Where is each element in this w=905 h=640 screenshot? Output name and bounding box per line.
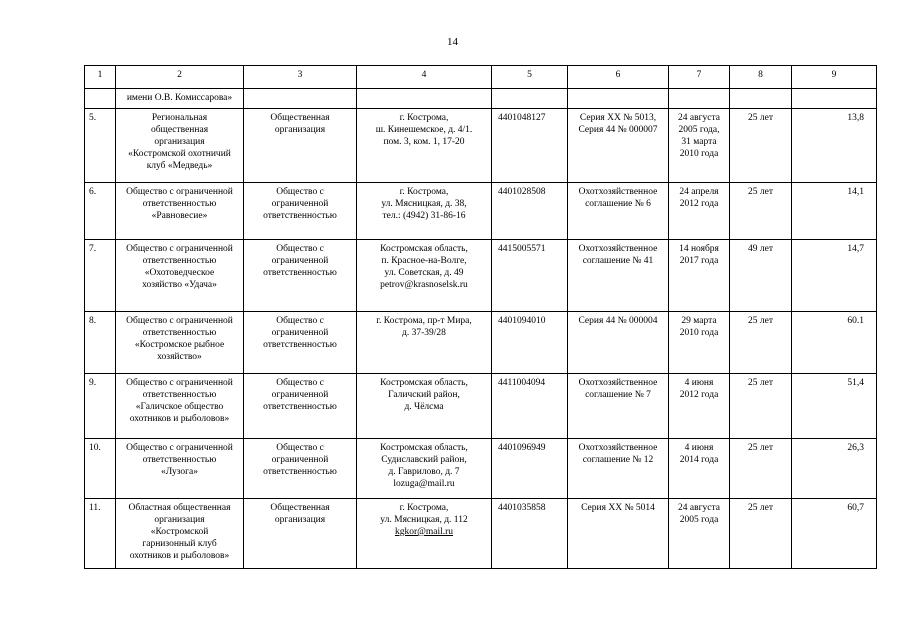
cell-line: ответственностью [142, 390, 217, 400]
column-header: 6 [568, 66, 669, 89]
cell-line: клуб «Медведь» [146, 161, 213, 171]
cell-line: Охотхозяйственное [578, 187, 658, 197]
table-row [85, 109, 877, 183]
cell-line: «Костромской охотничий [128, 149, 231, 159]
cell-date [669, 439, 730, 499]
table-body [85, 66, 877, 569]
cell-line: организация [154, 515, 205, 525]
cell-line: организация [154, 137, 205, 147]
continuation-row [85, 89, 877, 109]
cell-line: 4 июня [684, 378, 714, 388]
cell-form [244, 312, 357, 374]
cell-number: 8. [85, 312, 116, 374]
cell-line: Общество с [276, 443, 324, 453]
cell-line: ограниченной [271, 455, 329, 465]
cell-line: 31 марта [681, 137, 717, 147]
cell-line: г. Кострома, [399, 503, 449, 513]
cell-document [568, 499, 669, 569]
cell-area: 14,7 [792, 240, 877, 312]
cell-line: Костромская область, [380, 378, 468, 388]
column-header: 2 [116, 66, 244, 89]
cell-form [244, 240, 357, 312]
column-header: 9 [792, 66, 877, 89]
cell-line: Общество с ограниченной [126, 443, 233, 453]
cell-line: д. 37-39/28 [402, 328, 446, 338]
cell-document [568, 240, 669, 312]
cell-line: 2012 года [679, 199, 719, 209]
cell-line: Общество с [276, 244, 324, 254]
cell-line: охотников и рыболовов» [129, 551, 230, 561]
cell-date [669, 109, 730, 183]
cell-line: 14 ноября [679, 244, 719, 254]
cell-line: соглашение № 41 [582, 256, 654, 266]
cell-line: пом. 3, ком. 1, 17-20 [383, 137, 465, 147]
hunting-registry-table [84, 65, 877, 569]
cell-area: 26,3 [792, 439, 877, 499]
column-header: 4 [357, 66, 492, 89]
cell-form [244, 89, 357, 109]
cell-line: ответственностью [263, 268, 337, 278]
cell-number: 7. [85, 240, 116, 312]
cell-term: 25 лет [730, 109, 792, 183]
cell-line: ограниченной [271, 256, 329, 266]
cell-address [357, 439, 492, 499]
cell-line: д. Гаврилово, д. 7 [388, 467, 460, 477]
cell-line: 24 апреля [679, 187, 719, 197]
cell-line: ограниченной [271, 199, 329, 209]
cell-address [357, 109, 492, 183]
cell-form [244, 374, 357, 439]
cell-term: 25 лет [730, 312, 792, 374]
cell-line: Общество с ограниченной [126, 244, 233, 254]
cell-line: соглашение № 12 [582, 455, 654, 465]
cell-name [116, 439, 244, 499]
cell-name [116, 312, 244, 374]
cell-address [357, 183, 492, 240]
cell-line: г. Кострома, пр-т Мира, [376, 316, 472, 326]
cell-number: 5. [85, 109, 116, 183]
cell-line: Охотхозяйственное [578, 443, 658, 453]
cell-number [85, 89, 116, 109]
cell-document [568, 312, 669, 374]
cell-term [730, 89, 792, 109]
cell-document [568, 183, 669, 240]
cell-address [357, 89, 492, 109]
cell-name [116, 183, 244, 240]
cell-name [116, 499, 244, 569]
cell-line: ш. Кинешемское, д. 4/1. [375, 125, 473, 135]
cell-line: общественная [150, 125, 209, 135]
table-row [85, 240, 877, 312]
cell-line: соглашение № 7 [585, 390, 651, 400]
cell-line: «Равновесие» [151, 211, 208, 221]
cell-term: 25 лет [730, 499, 792, 569]
cell-line: 2017 года [679, 256, 719, 266]
cell-inn: 4411004094 [492, 374, 568, 439]
cell-line: lozuga@mail.ru [393, 479, 455, 489]
column-header: 7 [669, 66, 730, 89]
cell-document [568, 374, 669, 439]
cell-number: 11. [85, 499, 116, 569]
cell-line: 2005 года, [678, 125, 720, 135]
cell-date [669, 183, 730, 240]
cell-line: Общество с [276, 187, 324, 197]
cell-line: ответственностью [142, 455, 217, 465]
cell-line: «Охотоведческое [144, 268, 215, 278]
cell-line: хозяйство» [157, 352, 202, 362]
cell-line: ответственностью [263, 211, 337, 221]
table-row [85, 439, 877, 499]
email-link[interactable]: kgkor@mail.ru [394, 527, 454, 537]
cell-number: 10. [85, 439, 116, 499]
column-header: 5 [492, 66, 568, 89]
cell-line: ответственностью [263, 340, 337, 350]
cell-line: организация [274, 515, 326, 525]
cell-area: 60,7 [792, 499, 877, 569]
cell-term: 25 лет [730, 439, 792, 499]
cell-line: ответственностью [142, 256, 217, 266]
cell-line: г. Кострома, [399, 187, 449, 197]
cell-line: д. Чёлсма [404, 402, 444, 412]
cell-number: 9. [85, 374, 116, 439]
cell-line: Серия ХХ № 5014 [581, 503, 655, 513]
cell-line: Серия 44 № 000007 [578, 125, 658, 135]
cell-line: Охотхозяйственное [578, 244, 658, 254]
cell-line: ответственностью [263, 467, 337, 477]
cell-date [669, 499, 730, 569]
table-row [85, 312, 877, 374]
cell-line: ул. Мясницкая, д. 38, [381, 199, 467, 209]
page-number: 14 [447, 36, 458, 48]
column-number-row [85, 66, 877, 89]
cell-inn: 4401028508 [492, 183, 568, 240]
column-header: 1 [85, 66, 116, 89]
cell-term: 49 лет [730, 240, 792, 312]
cell-line: 4 июня [684, 443, 714, 453]
cell-line: ул. Советская, д. 49 [384, 268, 464, 278]
cell-document [568, 439, 669, 499]
cell-line: 2012 года [679, 390, 719, 400]
cell-term: 25 лет [730, 183, 792, 240]
cell-area: 14,1 [792, 183, 877, 240]
cell-line: имени О.В. Комиссарова» [126, 93, 233, 103]
cell-address [357, 312, 492, 374]
cell-line: тел.: (4942) 31-86-16 [382, 211, 466, 221]
cell-inn: 4401048127 [492, 109, 568, 183]
cell-line: ответственностью [263, 402, 337, 412]
cell-line: «Костромское рыбное [134, 340, 225, 350]
cell-area: 60.1 [792, 312, 877, 374]
cell-line: Серия ХХ № 5013, [579, 113, 657, 123]
cell-form [244, 499, 357, 569]
cell-document [568, 109, 669, 183]
cell-line: ответственностью [142, 328, 217, 338]
cell-line: Региональная [151, 113, 208, 123]
cell-line: ограниченной [271, 328, 329, 338]
cell-line: Общество с ограниченной [126, 378, 233, 388]
cell-date [669, 312, 730, 374]
cell-number: 6. [85, 183, 116, 240]
cell-line: Охотхозяйственное [578, 378, 658, 388]
column-header: 3 [244, 66, 357, 89]
table-row [85, 374, 877, 439]
cell-name [116, 374, 244, 439]
cell-area [792, 89, 877, 109]
cell-date [669, 89, 730, 109]
cell-address [357, 499, 492, 569]
cell-name [116, 109, 244, 183]
cell-line: ул. Мясницкая, д. 112 [380, 515, 468, 525]
cell-name [116, 89, 244, 109]
cell-line: ограниченной [271, 390, 329, 400]
column-header: 8 [730, 66, 792, 89]
cell-line: «Костромской [150, 527, 209, 537]
cell-document [568, 89, 669, 109]
cell-line: «Лузога» [160, 467, 199, 477]
cell-inn: 4401094010 [492, 312, 568, 374]
cell-form [244, 109, 357, 183]
cell-line: Общественная [270, 503, 330, 513]
cell-line: Общество с ограниченной [126, 187, 233, 197]
cell-line: 29 марта [681, 316, 717, 326]
cell-line: г. Кострома, [399, 113, 449, 123]
cell-line: Общество с [276, 316, 324, 326]
cell-line: petrov@krasnoselsk.ru [380, 280, 468, 290]
cell-inn: 4415005571 [492, 240, 568, 312]
table-row [85, 183, 877, 240]
cell-line: «Галичское общество [135, 402, 224, 412]
cell-line: Общественная [270, 113, 330, 123]
cell-inn: 4401035858 [492, 499, 568, 569]
cell-line: Общество с [276, 378, 324, 388]
cell-inn: 4401096949 [492, 439, 568, 499]
cell-date [669, 374, 730, 439]
cell-address [357, 240, 492, 312]
cell-line: 2014 года [679, 455, 719, 465]
cell-form [244, 183, 357, 240]
cell-area: 13,8 [792, 109, 877, 183]
table-row [85, 499, 877, 569]
cell-line: ответственностью [142, 199, 217, 209]
cell-line: охотников и рыболовов» [129, 414, 230, 424]
cell-line: п. Красное-на-Волге, [381, 256, 467, 266]
cell-line: Судиславский район, [381, 455, 467, 465]
cell-line: 24 августа [678, 113, 720, 123]
cell-line: 2010 года [679, 328, 719, 338]
cell-date [669, 240, 730, 312]
cell-line: Областная общественная [128, 503, 231, 513]
cell-line: Серия 44 № 000004 [578, 316, 658, 326]
cell-line: хозяйство «Удача» [142, 280, 217, 290]
cell-line: Костромская область, [380, 443, 468, 453]
cell-area: 51,4 [792, 374, 877, 439]
cell-line: соглашение № 6 [585, 199, 651, 209]
cell-line: Костромская область, [380, 244, 468, 254]
cell-line: гарнизонный клуб [142, 539, 217, 549]
cell-name [116, 240, 244, 312]
cell-line: 24 августа [678, 503, 720, 513]
cell-line: Галичский район, [388, 390, 460, 400]
cell-line: Общество с ограниченной [126, 316, 233, 326]
cell-term: 25 лет [730, 374, 792, 439]
cell-line: 2005 года [679, 515, 719, 525]
cell-line: организация [274, 125, 326, 135]
cell-inn [492, 89, 568, 109]
cell-form [244, 439, 357, 499]
cell-line: 2010 года [679, 149, 719, 159]
cell-address [357, 374, 492, 439]
